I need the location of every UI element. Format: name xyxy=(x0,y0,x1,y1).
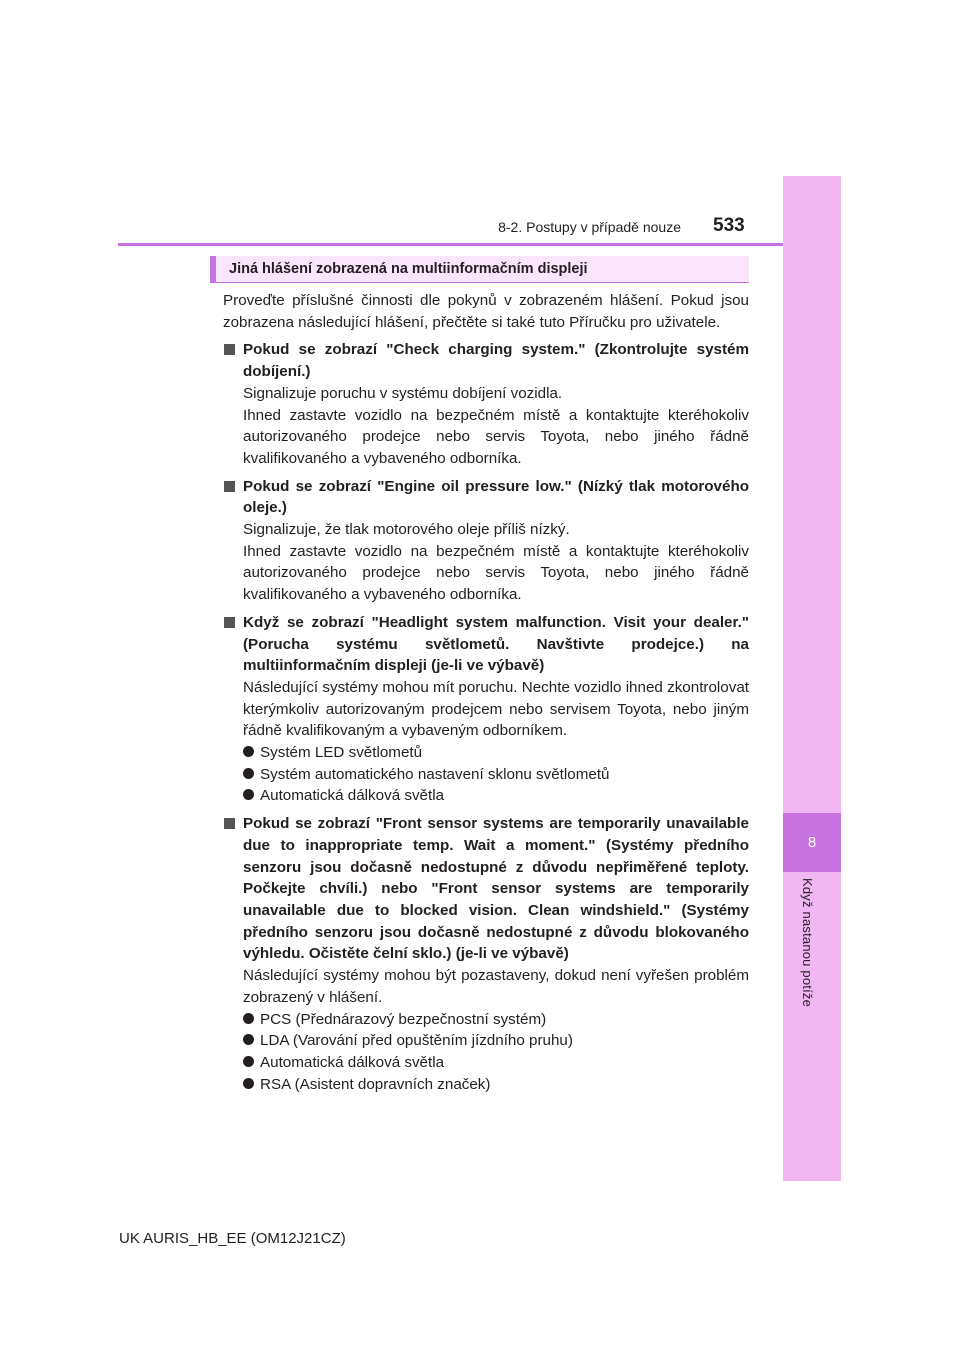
item-3 xyxy=(223,612,749,807)
list-item: Automatická dálková světla xyxy=(223,1052,749,1074)
list-item: LDA (Varování před opuštěním jízdního pruhu) xyxy=(223,1030,749,1052)
item-heading-text: Pokud se zobrazí "Engine oil pressure low." (Nízký tlak motorového oleje.) xyxy=(243,477,749,517)
chapter-title: Když nastanou potíže xyxy=(800,878,815,1008)
list-item: Systém automatického nastavení sklonu světlometů xyxy=(223,764,749,786)
page-number: 533 xyxy=(713,215,745,236)
item-heading-text: Pokud se zobrazí "Check charging system." (Zkontrolujte systém dobíjení.) xyxy=(243,341,749,381)
round-bullet-icon xyxy=(243,746,254,757)
item-heading xyxy=(223,476,749,519)
item-4 xyxy=(223,813,749,1095)
round-bullet-icon xyxy=(243,1056,254,1067)
item-heading-text: Pokud se zobrazí "Front sensor systems are temporarily unavailable due to inappropriate temp. Wait a moment." (Systémy předního senzoru jsou dočasně nedostupné z důvodu nepřiměřené teploty. Počkejte chvíli.) nebo "Front sensor systems are temporarily unavailable due to blocked vision. Clean windshield." (Systémy předního senzoru jsou dočasně nedostupné z důvodu blokovaného výhledu. Očistěte čelní sklo.) (je-li ve výbavě) xyxy=(243,815,749,963)
list-item: PCS (Přednárazový bezpečnostní systém) xyxy=(223,1009,749,1031)
round-bullet-icon xyxy=(243,1078,254,1089)
chapter-number: 8 xyxy=(807,834,817,851)
round-bullet-icon xyxy=(243,768,254,779)
square-bullet-icon xyxy=(224,481,235,492)
item-paragraph: Následující systémy mohou být pozastaveny, dokud není vyřešen problém zobrazený v hlášení. xyxy=(243,967,749,1006)
item-heading xyxy=(223,813,749,965)
item-heading xyxy=(223,339,749,382)
item-paragraph: Signalizuje, že tlak motorového oleje příliš nízký. xyxy=(243,521,570,539)
item-1 xyxy=(223,339,749,469)
item-heading-text: Když se zobrazí "Headlight system malfunction. Visit your dealer." (Porucha systému světlometů. Navštivte prodejce.) na multiinformačním displeji (je-li ve výbavě) xyxy=(243,613,749,675)
header-rule xyxy=(118,243,783,246)
item-paragraph: Signalizuje poruchu v systému dobíjení vozidla. xyxy=(243,384,563,402)
square-bullet-icon xyxy=(224,818,235,829)
round-bullet-icon xyxy=(243,789,254,800)
chapter-number-block xyxy=(783,813,841,872)
footer-model-code: UK AURIS_HB_EE (OM12J21CZ) xyxy=(119,1230,346,1247)
round-bullet-icon xyxy=(243,1034,254,1045)
header-section-title: 8-2. Postupy v případě nouze xyxy=(498,219,681,235)
main-content xyxy=(223,290,749,1095)
item-2 xyxy=(223,476,749,606)
list-item: Systém LED světlometů xyxy=(223,742,749,764)
list-item: RSA (Asistent dopravních značek) xyxy=(223,1074,749,1096)
section-heading-box xyxy=(210,256,749,283)
chapter-side-tab xyxy=(783,176,841,1181)
list-item: Automatická dálková světla xyxy=(223,785,749,807)
item-heading xyxy=(223,612,749,677)
section-title: Jiná hlášení zobrazená na multiinformačním displeji xyxy=(229,261,588,277)
item-paragraph: Ihned zastavte vozidlo na bezpečném místě a kontaktujte kteréhokoliv autorizovaného prodejce nebo servis Toyota, nebo jiného řádně kvalifikovaného a vybaveného odborníka. xyxy=(243,406,749,467)
square-bullet-icon xyxy=(224,617,235,628)
item-paragraph: Ihned zastavte vozidlo na bezpečném místě a kontaktujte kteréhokoliv autorizovaného prodejce nebo servis Toyota, nebo jiného řádně kvalifikovaného a vybaveného odborníka. xyxy=(243,542,749,604)
square-bullet-icon xyxy=(224,344,235,355)
intro-paragraph: Proveďte příslušné činnosti dle pokynů v zobrazeném hlášení. Pokud jsou zobrazena následující hlášení, přečtěte si také tuto Příručku pro uživatele. xyxy=(223,292,749,331)
item-paragraph: Následující systémy mohou mít poruchu. Nechte vozidlo ihned zkontrolovat kterýmkoliv autorizovaným prodejcem nebo servisem Toyota, nebo jiným řádně kvalifikovaným a vybaveným odborníkem. xyxy=(243,678,749,740)
round-bullet-icon xyxy=(243,1013,254,1024)
